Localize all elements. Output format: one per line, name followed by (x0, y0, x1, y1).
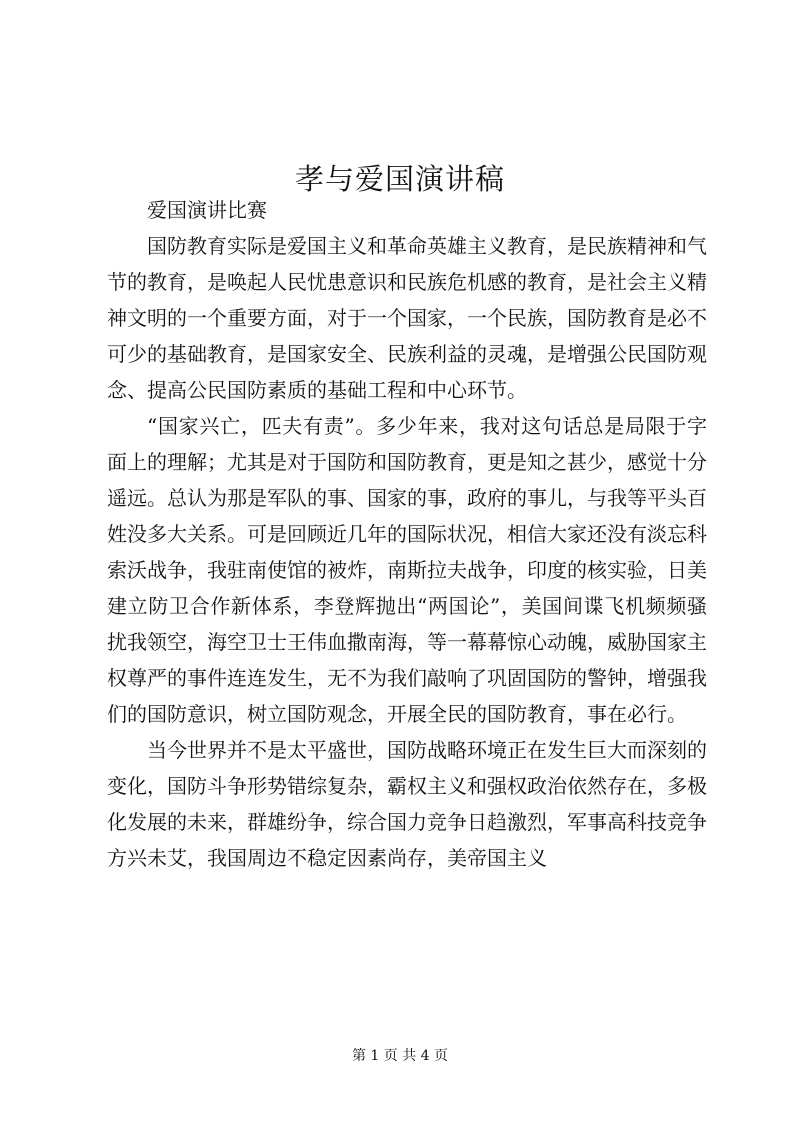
document-title: 孝与爱国演讲稿 (294, 162, 505, 197)
paragraph-1: 国防教育实际是爱国主义和革命英雄主义教育，是民族精神和气节的教育，是唤起人民忧患意识和民族危机感的教育，是社会主义精神文明的一个重要方面，对于一个国家，一个民族，国防教育是必不可少的基础教育，是国家安全、民族利益的灵魂，是增强公民国防观念、提高公民国防素质的基础工程和中心环节。 (107, 234, 707, 402)
paragraph-2: “国家兴亡，匹夫有责”。多少年来，我对这句话总是局限于字面上的理解；尤其是对于国防和国防教育，更是知之甚少，感觉十分遥远。总认为那是军队的事、国家的事，政府的事儿，与我等平头百姓没多大关系。可是回顾近几年的国际状况，相信大家还没有淡忘科索沃战争，我驻南使馆的被炸，南斯拉夫战争，印度的核实验，日美建立防卫合作新体系，李登辉抛出“两国论”，美国间谍飞机频频骚扰我领空，海空卫士王伟血撒南海，等一幕幕惊心动魄，威胁国家主权尊严的事件连连发生，无不为我们敲响了巩固国防的警钟，增强我们的国防意识，树立国防观念，开展全民的国防教育，事在必行。 (107, 414, 707, 726)
paragraph-3: 当今世界并不是太平盛世，国防战略环境正在发生巨大而深刻的变化，国防斗争形势错综复杂，霸权主义和强权政治依然存在，多极化发展的未来，群雄纷争，综合国力竞争日趋激烈，军事高科技竞争方兴未艾，我国周边不稳定因素尚存，美帝国主义 (107, 738, 707, 870)
document-subtitle: 爱国演讲比赛 (147, 198, 267, 222)
document-body (107, 192, 707, 876)
page-number-footer: 第 1 页 共 4 页 (351, 1048, 449, 1064)
